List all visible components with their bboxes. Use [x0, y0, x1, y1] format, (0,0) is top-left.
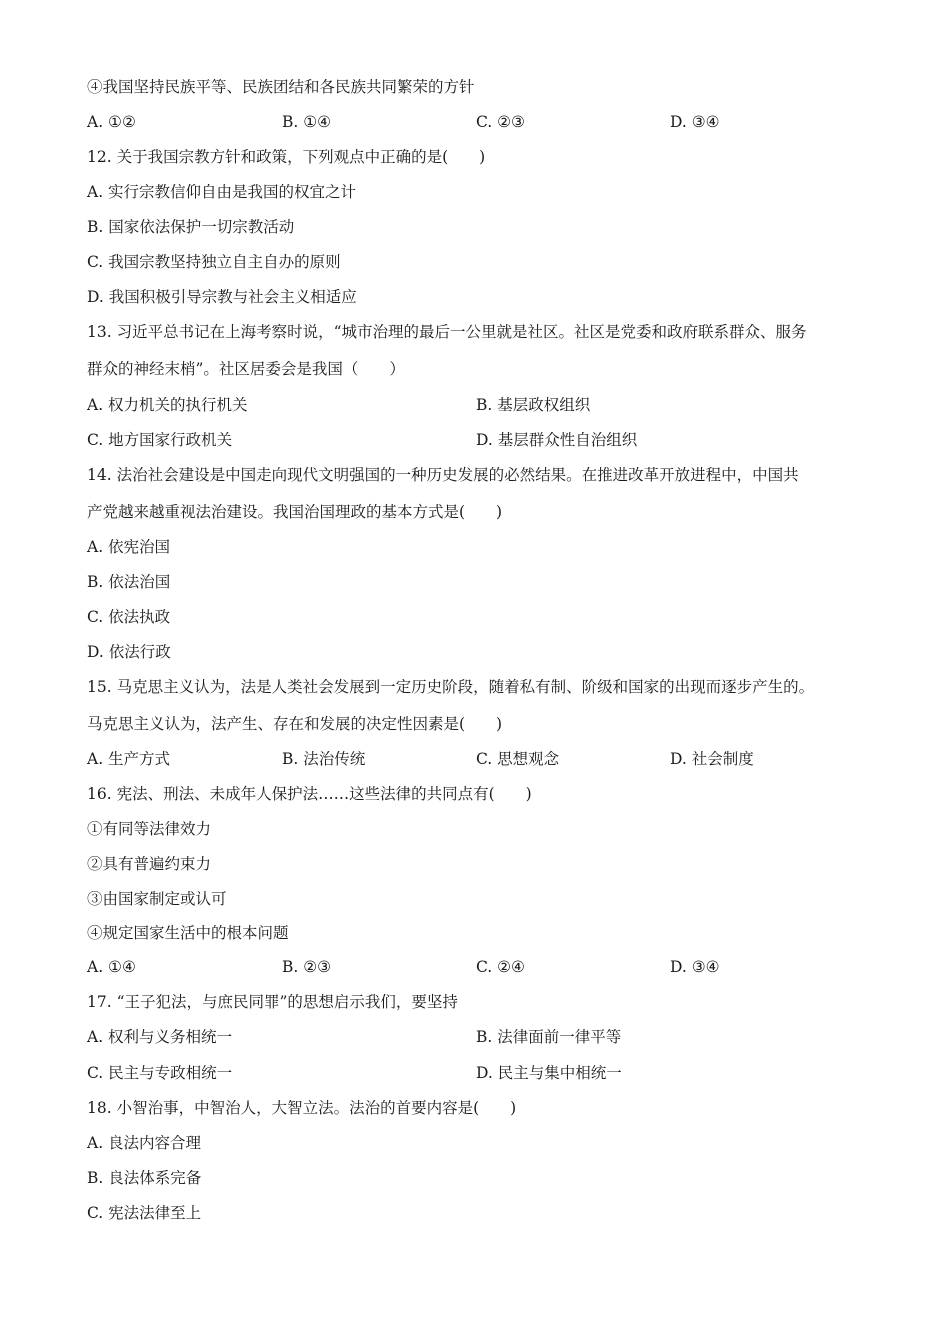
q18-option-a[interactable]: A. 良法内容合理 — [87, 1134, 202, 1152]
q17-option-b[interactable]: B. 法律面前一律平等 — [476, 1028, 622, 1046]
q12-stem: 12. 关于我国宗教方针和政策，下列观点中正确的是( ) — [87, 148, 486, 166]
q11-option-d[interactable]: D. ③④ — [670, 113, 720, 131]
q13-option-c[interactable]: C. 地方国家行政机关 — [87, 431, 233, 449]
q17-option-c[interactable]: C. 民主与专政相统一 — [87, 1064, 233, 1082]
q16-item-4: ④规定国家生活中的根本问题 — [87, 924, 289, 942]
q13-option-d[interactable]: D. 基层群众性自治组织 — [476, 431, 638, 449]
q16-option-d[interactable]: D. ③④ — [670, 958, 720, 976]
q16-item-2: ②具有普遍约束力 — [87, 855, 212, 873]
q17-stem: 17. “王子犯法，与庶民同罪”的思想启示我们，要坚持 — [87, 993, 458, 1011]
q13-option-b[interactable]: B. 基层政权组织 — [476, 396, 591, 414]
q11-option-a[interactable]: A. ①② — [87, 113, 136, 131]
q14-stem-line2: 产党越来越重视法治建设。我国治国理政的基本方式是( ) — [87, 503, 503, 521]
q12-option-b[interactable]: B. 国家依法保护一切宗教活动 — [87, 218, 295, 236]
q13-stem-line2: 群众的神经末梢”。社区居委会是我国（ ） — [87, 360, 405, 378]
q16-option-b[interactable]: B. ②③ — [282, 958, 332, 976]
q16-option-c[interactable]: C. ②④ — [476, 958, 525, 976]
q11-item-4: ④我国坚持民族平等、民族团结和各民族共同繁荣的方针 — [87, 78, 475, 96]
q18-option-b[interactable]: B. 良法体系完备 — [87, 1169, 202, 1187]
q11-option-c[interactable]: C. ②③ — [476, 113, 525, 131]
q14-option-d[interactable]: D. 依法行政 — [87, 643, 171, 661]
q14-option-b[interactable]: B. 依法治国 — [87, 573, 171, 591]
q14-option-a[interactable]: A. 依宪治国 — [87, 538, 171, 556]
q13-option-a[interactable]: A. 权力机关的执行机关 — [87, 396, 248, 414]
q15-option-d[interactable]: D. 社会制度 — [670, 750, 754, 768]
q14-stem-line1: 14. 法治社会建设是中国走向现代文明强国的一种历史发展的必然结果。在推进改革开放进程中，中国共 — [87, 466, 799, 484]
q16-stem: 16. 宪法、刑法、未成年人保护法……这些法律的共同点有( ) — [87, 785, 532, 803]
q16-item-3: ③由国家制定或认可 — [87, 890, 227, 908]
q15-option-a[interactable]: A. 生产方式 — [87, 750, 171, 768]
q15-option-c[interactable]: C. 思想观念 — [476, 750, 560, 768]
q12-option-c[interactable]: C. 我国宗教坚持独立自主自办的原则 — [87, 253, 341, 271]
q18-stem: 18. 小智治事，中智治人，大智立法。法治的首要内容是( ) — [87, 1099, 517, 1117]
q12-option-d[interactable]: D. 我国积极引导宗教与社会主义相适应 — [87, 288, 357, 306]
q12-option-a[interactable]: A. 实行宗教信仰自由是我国的权宜之计 — [87, 183, 357, 201]
q17-option-a[interactable]: A. 权利与义务相统一 — [87, 1028, 233, 1046]
q17-option-d[interactable]: D. 民主与集中相统一 — [476, 1064, 622, 1082]
q15-stem-line2: 马克思主义认为，法产生、存在和发展的决定性因素是( ) — [87, 715, 503, 733]
q11-option-b[interactable]: B. ①④ — [282, 113, 332, 131]
q18-option-c[interactable]: C. 宪法法律至上 — [87, 1204, 202, 1222]
q15-option-b[interactable]: B. 法治传统 — [282, 750, 366, 768]
q13-stem-line1: 13. 习近平总书记在上海考察时说，“城市治理的最后一公里就是社区。社区是党委和政府联系群众、服务 — [87, 323, 807, 341]
q14-option-c[interactable]: C. 依法执政 — [87, 608, 171, 626]
q16-item-1: ①有同等法律效力 — [87, 820, 212, 838]
q16-option-a[interactable]: A. ①④ — [87, 958, 136, 976]
q15-stem-line1: 15. 马克思主义认为，法是人类社会发展到一定历史阶段，随着私有制、阶级和国家的出现而逐步产生的。 — [87, 678, 815, 696]
